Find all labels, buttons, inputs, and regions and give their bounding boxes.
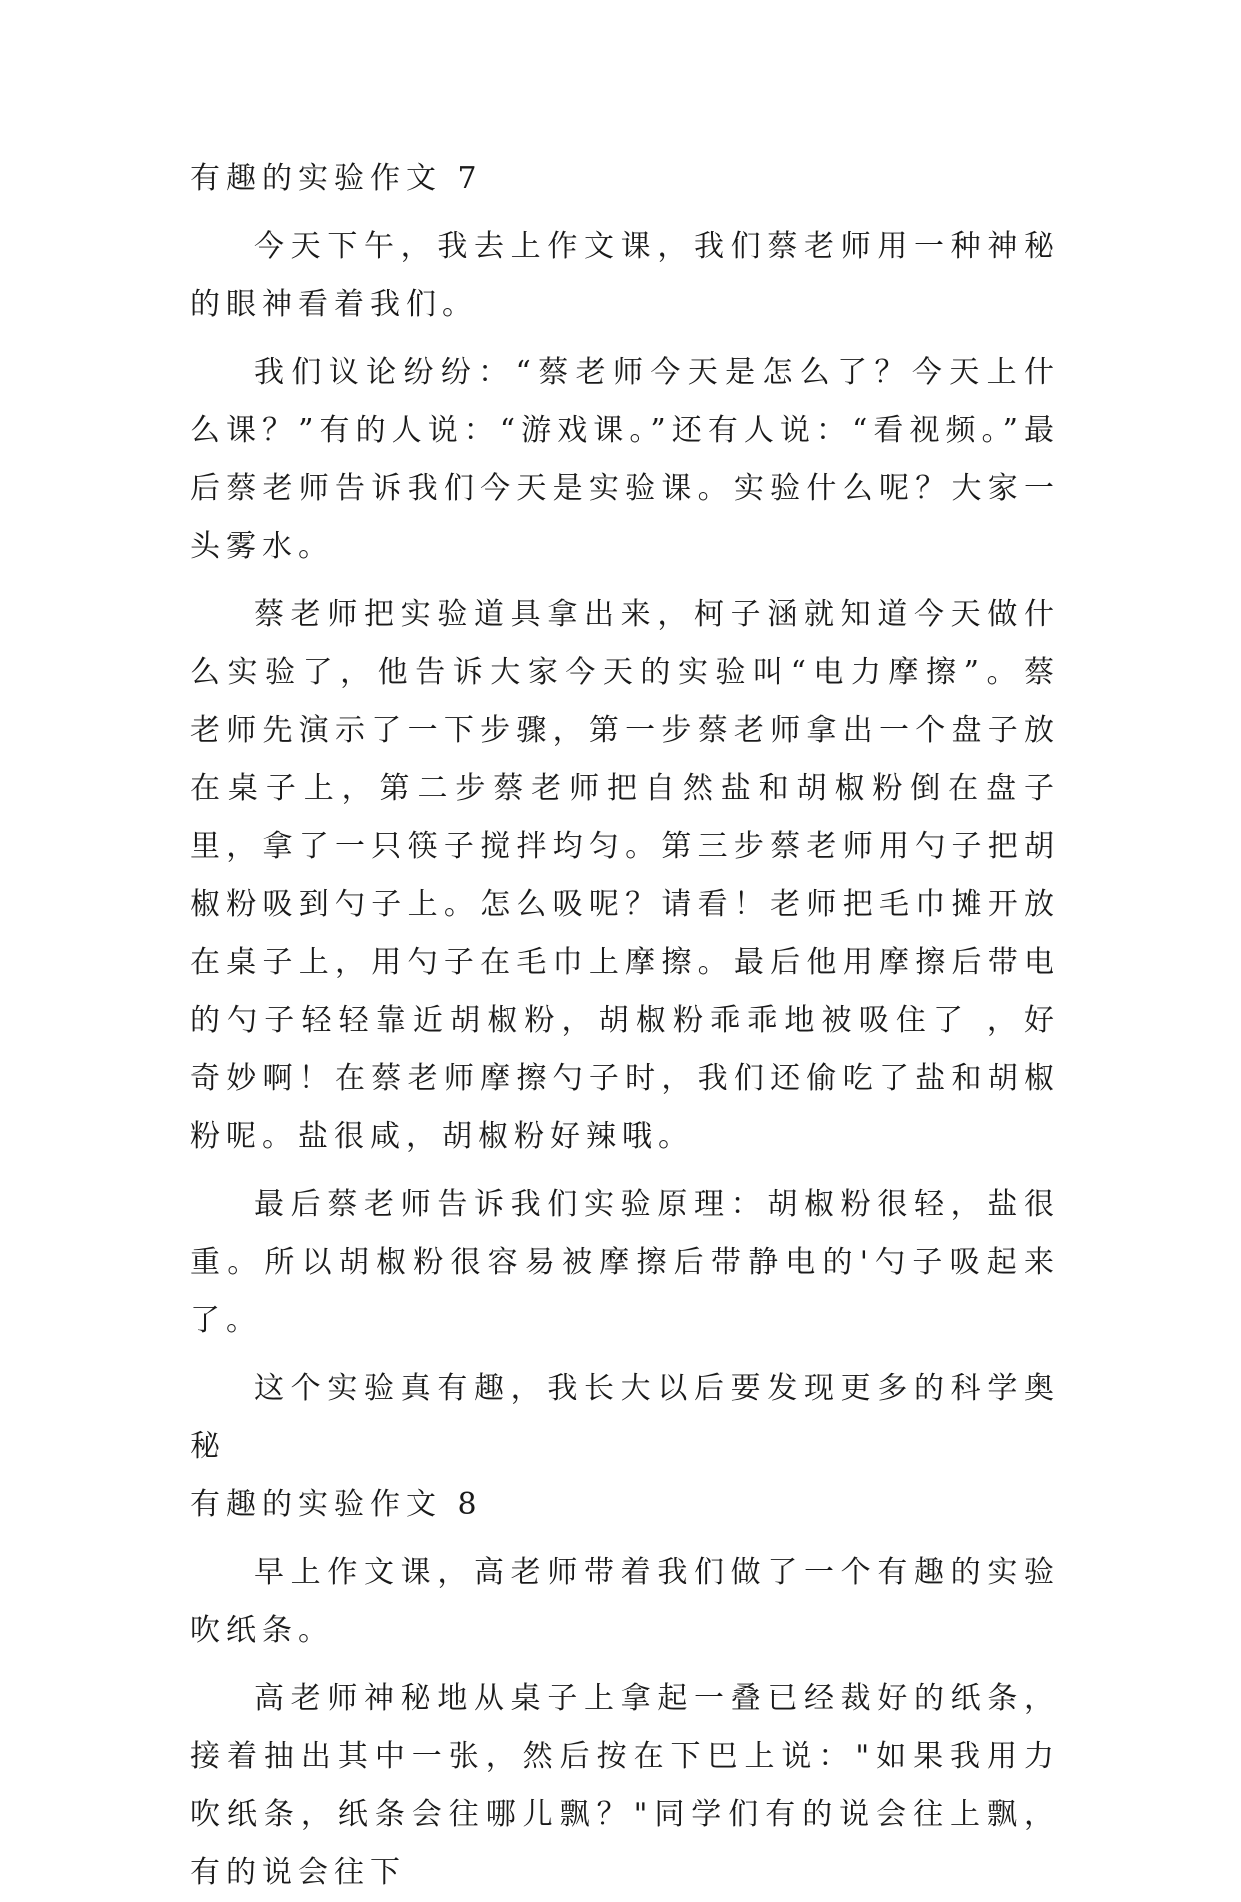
paragraph: 今天下午，我去上作文课，我们蔡老师用一种神秘的眼神看着我们。 xyxy=(190,229,1060,322)
section-title-7: 有趣的实验作文 7 xyxy=(190,161,483,196)
paragraph: 蔡老师把实验道具拿出来，柯子涵就知道今天做什么实验了，他告诉大家今天的实验叫“电力摩擦”。蔡老师先演示了一下步骤，第一步蔡老师拿出一个盘子放在桌子上，第二步蔡老师把自然盐和胡椒粉倒在盘子里，拿了一只筷子搅拌均匀。第三步蔡老师用勺子把胡椒粉吸到勺子上。怎么吸呢？请看！老师把毛巾摊开放在桌子上，用勺子在毛巾上摩擦。最后他用摩擦后带电的勺子轻轻靠近胡椒粉，胡椒粉乖乖地被吸住了 ，好奇妙啊！在蔡老师摩擦勺子时，我们还偷吃了盐和胡椒粉呢。盐很咸，胡椒粉好辣哦。 xyxy=(190,597,1060,1154)
spacer xyxy=(190,576,1060,586)
spacer xyxy=(190,208,1060,218)
paragraph: 这个实验真有趣，我长大以后要发现更多的科学奥秘 xyxy=(190,1371,1060,1464)
spacer xyxy=(190,334,1060,344)
spacer xyxy=(190,1350,1060,1360)
paragraph: 早上作文课，高老师带着我们做了一个有趣的实验吹纸条。 xyxy=(190,1555,1060,1648)
spacer xyxy=(190,1534,1060,1544)
paragraph: 高老师神秘地从桌子上拿起一叠已经裁好的纸条，接着抽出其中一张，然后按在下巴上说："如果我用力吹纸条，纸条会往哪儿飘？"同学们有的说会往上飘，有的说会往下 xyxy=(190,1681,1060,1890)
document-body xyxy=(190,150,1060,1902)
paragraph: 我们议论纷纷：“蔡老师今天是怎么了？今天上什么课？”有的人说：“游戏课。”还有人说：“看视频。”最后蔡老师告诉我们今天是实验课。实验什么呢？大家一头雾水。 xyxy=(190,355,1060,564)
section-title-8: 有趣的实验作文 8 xyxy=(190,1487,483,1522)
paragraph: 最后蔡老师告诉我们实验原理：胡椒粉很轻，盐很重。所以胡椒粉很容易被摩擦后带静电的'勺子吸起来了。 xyxy=(190,1187,1060,1338)
spacer xyxy=(190,1166,1060,1176)
spacer xyxy=(190,1660,1060,1670)
